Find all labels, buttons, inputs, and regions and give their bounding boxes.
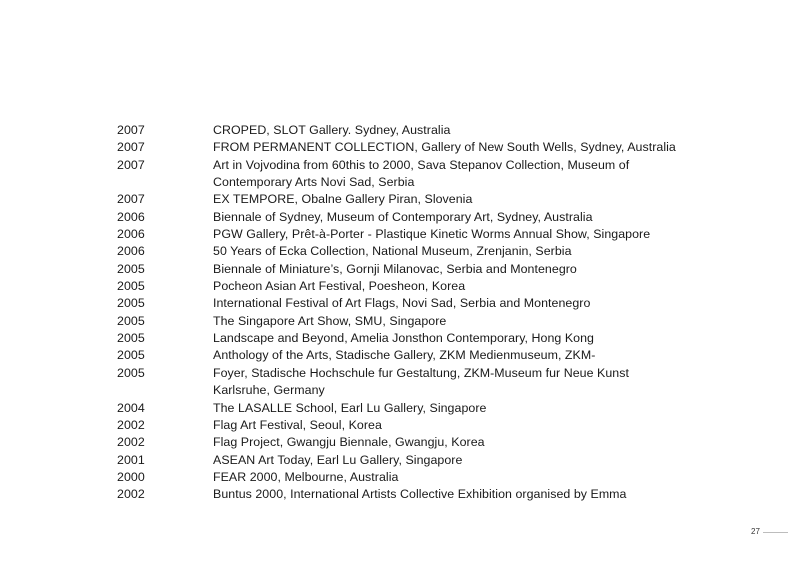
exhibition-entry bbox=[117, 365, 737, 400]
entry-year: 2005 bbox=[117, 365, 145, 380]
entry-description bbox=[213, 452, 737, 469]
entry-description-line: Art in Vojvodina from 60this to 2000, Sava Stepanov Collection, Museum of bbox=[213, 157, 630, 172]
entry-year: 2007 bbox=[117, 140, 145, 155]
entry-description-line: FROM PERMANENT COLLECTION, Gallery of New South Wells, Sydney, Australia bbox=[213, 140, 676, 155]
entry-description-line: The Singapore Art Show, SMU, Singapore bbox=[213, 313, 447, 328]
entry-year: 2002 bbox=[117, 435, 145, 450]
entry-year: 2006 bbox=[117, 209, 145, 224]
exhibition-entry bbox=[117, 209, 737, 226]
entry-description-line: The LASALLE School, Earl Lu Gallery, Singapore bbox=[213, 400, 487, 415]
entry-description-line: CROPED, SLOT Gallery. Sydney, Australia bbox=[213, 123, 451, 137]
entry-year: 2000 bbox=[117, 469, 145, 484]
entry-description-line: Flag Project, Gwangju Biennale, Gwangju, Korea bbox=[213, 435, 485, 450]
entry-description-line: Biennale of Sydney, Museum of Contemporary Art, Sydney, Australia bbox=[213, 209, 593, 224]
entry-year: 2007 bbox=[117, 192, 145, 207]
entry-description bbox=[213, 295, 737, 312]
exhibition-entry bbox=[117, 330, 737, 347]
entry-description-line: EX TEMPORE, Obalne Gallery Piran, Slovenia bbox=[213, 192, 473, 207]
entry-year: 2004 bbox=[117, 400, 145, 415]
exhibition-entry bbox=[117, 278, 737, 295]
entry-description bbox=[213, 400, 737, 417]
exhibition-entry bbox=[117, 157, 737, 192]
exhibition-entry bbox=[117, 139, 737, 156]
entry-description-line: 50 Years of Ecka Collection, National Museum, Zrenjanin, Serbia bbox=[213, 244, 572, 259]
exhibition-entry bbox=[117, 313, 737, 330]
entry-year: 2005 bbox=[117, 261, 145, 276]
exhibition-entry bbox=[117, 261, 737, 278]
page-footer bbox=[751, 527, 788, 537]
entry-description-line: Flag Art Festival, Seoul, Korea bbox=[213, 417, 382, 432]
exhibition-entry bbox=[117, 122, 737, 139]
entry-description bbox=[213, 261, 737, 278]
entry-description-line: Karlsruhe, Germany bbox=[213, 383, 325, 398]
exhibition-list bbox=[117, 122, 737, 504]
entry-description bbox=[213, 330, 737, 347]
exhibition-entry bbox=[117, 347, 737, 364]
entry-description-line: PGW Gallery, Prêt-à-Porter - Plastique Kinetic Worms Annual Show, Singapore bbox=[213, 227, 651, 242]
entry-description bbox=[213, 486, 737, 503]
entry-description-line: Buntus 2000, International Artists Collective Exhibition organised by Emma bbox=[213, 487, 627, 502]
entry-year: 2006 bbox=[117, 227, 145, 242]
exhibition-entry bbox=[117, 295, 737, 312]
entry-description-line: Pocheon Asian Art Festival, Poesheon, Korea bbox=[213, 279, 466, 294]
entry-description bbox=[213, 122, 737, 139]
exhibition-entry bbox=[117, 226, 737, 243]
entry-description bbox=[213, 469, 737, 486]
entry-description bbox=[213, 313, 737, 330]
entry-description bbox=[213, 209, 737, 226]
entry-description bbox=[213, 243, 737, 260]
exhibition-entry bbox=[117, 469, 737, 486]
exhibition-entry bbox=[117, 486, 737, 503]
entry-description-line: Anthology of the Arts, Stadische Gallery, ZKM Medienmuseum, ZKM- bbox=[213, 348, 596, 363]
entry-description bbox=[213, 139, 737, 156]
entry-description bbox=[213, 191, 737, 208]
entry-description bbox=[213, 434, 737, 451]
entry-description bbox=[213, 365, 737, 400]
entry-year: 2007 bbox=[117, 123, 145, 137]
entry-description bbox=[213, 417, 737, 434]
entry-description-line: ASEAN Art Today, Earl Lu Gallery, Singapore bbox=[213, 452, 463, 467]
entry-year: 2005 bbox=[117, 313, 145, 328]
entry-year: 2005 bbox=[117, 348, 145, 363]
exhibition-entry bbox=[117, 243, 737, 260]
entry-year: 2005 bbox=[117, 331, 145, 346]
exhibition-entry bbox=[117, 452, 737, 469]
entry-description bbox=[213, 157, 737, 192]
entry-description-line: FEAR 2000, Melbourne, Australia bbox=[213, 469, 399, 484]
entry-year: 2007 bbox=[117, 157, 145, 172]
entry-description bbox=[213, 226, 737, 243]
entry-year: 2002 bbox=[117, 487, 145, 502]
entry-description bbox=[213, 278, 737, 295]
entry-description bbox=[213, 347, 737, 364]
entry-description-line: Foyer, Stadische Hochschule fur Gestaltung, ZKM-Museum fur Neue Kunst bbox=[213, 365, 629, 380]
entry-description-line: International Festival of Art Flags, Novi Sad, Serbia and Montenegro bbox=[213, 296, 591, 311]
page-number: 27 bbox=[751, 527, 760, 536]
entry-year: 2001 bbox=[117, 452, 145, 467]
exhibition-entry bbox=[117, 400, 737, 417]
exhibition-entry bbox=[117, 434, 737, 451]
footer-rule bbox=[763, 532, 788, 533]
entry-year: 2006 bbox=[117, 244, 145, 259]
exhibition-entry bbox=[117, 417, 737, 434]
entry-description-line: Contemporary Arts Novi Sad, Serbia bbox=[213, 175, 415, 190]
exhibition-entry bbox=[117, 191, 737, 208]
entry-year: 2005 bbox=[117, 296, 145, 311]
entry-description-line: Landscape and Beyond, Amelia Jonsthon Contemporary, Hong Kong bbox=[213, 331, 594, 346]
entry-year: 2005 bbox=[117, 279, 145, 294]
entry-year: 2002 bbox=[117, 417, 145, 432]
entry-description-line: Biennale of Miniature’s, Gornji Milanovac, Serbia and Montenegro bbox=[213, 261, 577, 276]
